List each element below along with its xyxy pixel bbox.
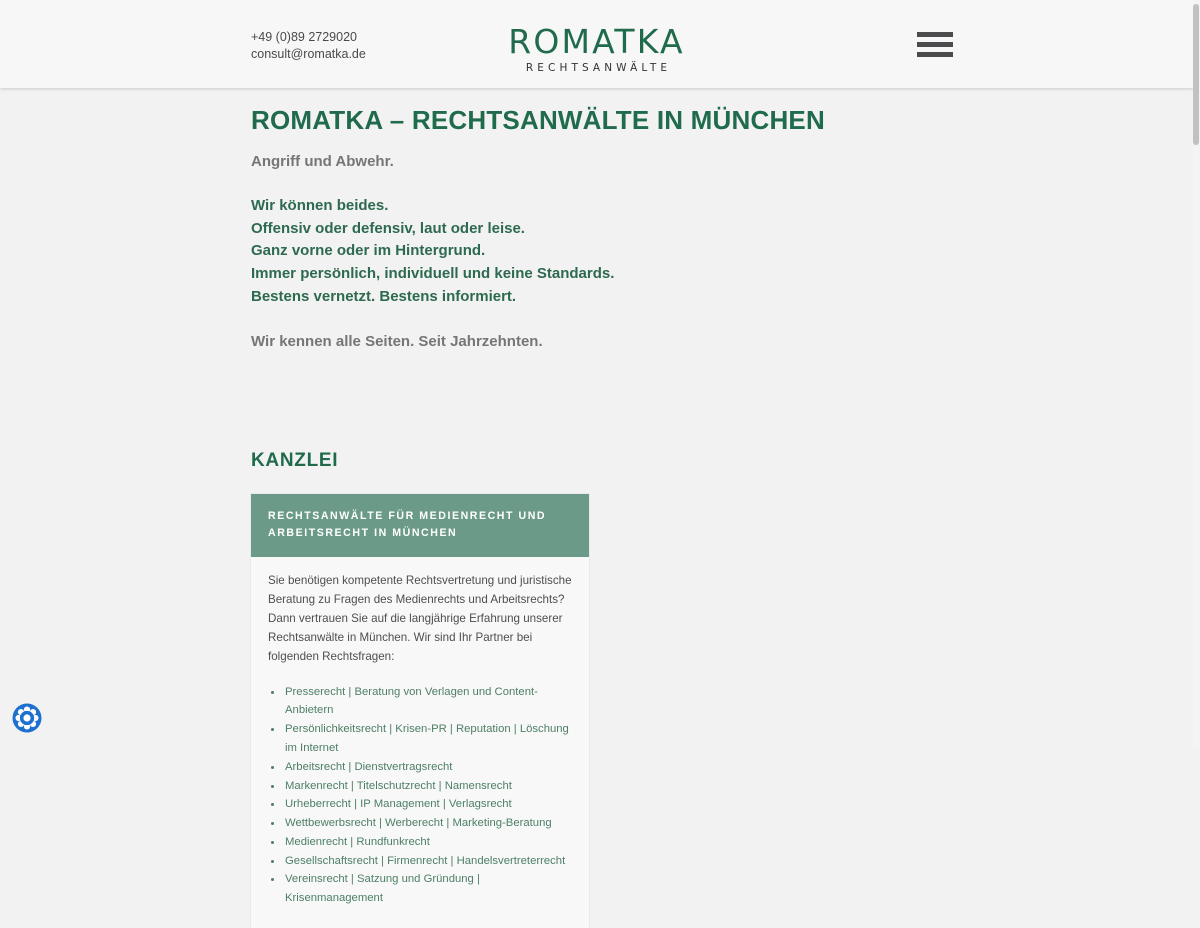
section-title-kanzlei: KANZLEI (251, 449, 339, 471)
practice-areas-list (268, 683, 572, 909)
list-item (268, 720, 572, 758)
cookie-consent-button[interactable] (12, 703, 42, 733)
page-title: ROMATKA – RECHTSANWÄLTE IN MÜNCHEN (251, 105, 825, 135)
cookie-consent-icon (12, 703, 42, 733)
content-container (0, 88, 1193, 928)
phone-link[interactable]: +49 (0)89 2729020 (251, 30, 357, 44)
card-header (251, 494, 589, 557)
site-header (0, 0, 1193, 88)
site-logo-link[interactable] (508, 24, 685, 75)
logo-wordmark: ROMATKA (508, 22, 685, 61)
practice-area-link[interactable]: Arbeitsrecht | Dienstvertragsrecht (285, 760, 453, 773)
page-scrollbar-track[interactable] (1193, 0, 1200, 750)
practice-area-link[interactable]: Gesellschaftsrecht | Firmenrecht | Handelsvertreterrecht (285, 854, 566, 867)
list-item (268, 852, 572, 871)
hero-lede: Angriff und Abwehr. (251, 153, 394, 170)
hamburger-bar-bottom (917, 52, 953, 57)
page-scrollbar-thumb[interactable] (1193, 4, 1199, 145)
list-item (268, 777, 572, 796)
list-item (268, 795, 572, 814)
practice-area-link[interactable]: Wettbewerbsrecht | Werberecht | Marketing-Beratung (285, 817, 552, 830)
practice-area-link[interactable]: Vereinsrecht | Satzung und Gründung | Krisenmanagement (285, 873, 480, 905)
site-logo-block (0, 24, 1193, 76)
hamburger-bar-top (917, 32, 953, 37)
card-body (251, 557, 589, 928)
hero-claim-line: Ganz vorne oder im Hintergrund. (251, 242, 486, 260)
practice-area-link[interactable]: Presserecht | Beratung von Verlagen und Content-Anbietern (285, 685, 538, 717)
practice-area-link[interactable]: Persönlichkeitsrecht | Krisen-PR | Reputation | Löschung im Internet (285, 723, 569, 754)
main-content (0, 88, 1193, 905)
email-link[interactable]: consult@romatka.de (251, 47, 366, 61)
header-inner (0, 0, 1193, 88)
practice-area-link[interactable]: Urheberrecht | IP Management | Verlagsrecht (285, 798, 512, 811)
hamburger-bar-middle (917, 42, 953, 47)
list-item (268, 683, 572, 721)
hero-outro: Wir kennen alle Seiten. Seit Jahrzehnten. (251, 332, 543, 350)
list-item (268, 758, 572, 777)
list-item (268, 814, 572, 833)
hero-claims (251, 195, 1193, 309)
list-item (268, 870, 572, 908)
practice-areas-card (251, 494, 589, 928)
practice-area-link[interactable]: Medienrecht | Rundfunkrecht (285, 835, 430, 848)
list-item (268, 833, 572, 852)
logo-tagline: RECHTSANWÄLTE (525, 62, 672, 74)
card-intro-paragraph: Sie benötigen kompetente Rechtsvertretung und juristische Beratung zu Fragen des Medienrechts und Arbeitsrechts? Dann vertrauen Sie auf die langjährige Erfahrung unserer Rechtsanwälte in München. Wir sind Ihr Partner bei folgenden Rechtsfragen: (268, 573, 572, 663)
hero-claim-line: Wir können beides. (251, 197, 389, 214)
hero-claim-line: Offensiv oder defensiv, laut oder leise. (251, 219, 525, 237)
practice-area-link[interactable]: Markenrecht | Titelschutzrecht | Namensrecht (285, 779, 512, 792)
hamburger-menu-button[interactable] (917, 29, 953, 59)
hero-claim-line: Bestens vernetzt. Bestens informiert. (251, 287, 517, 305)
hero-claim-line: Immer persönlich, individuell und keine Standards. (251, 265, 615, 283)
header-contact-block (251, 29, 366, 63)
card-header-title: RECHTSANWÄLTE FÜR MEDIENRECHT UND ARBEITSRECHT IN MÜNCHEN (268, 509, 547, 539)
